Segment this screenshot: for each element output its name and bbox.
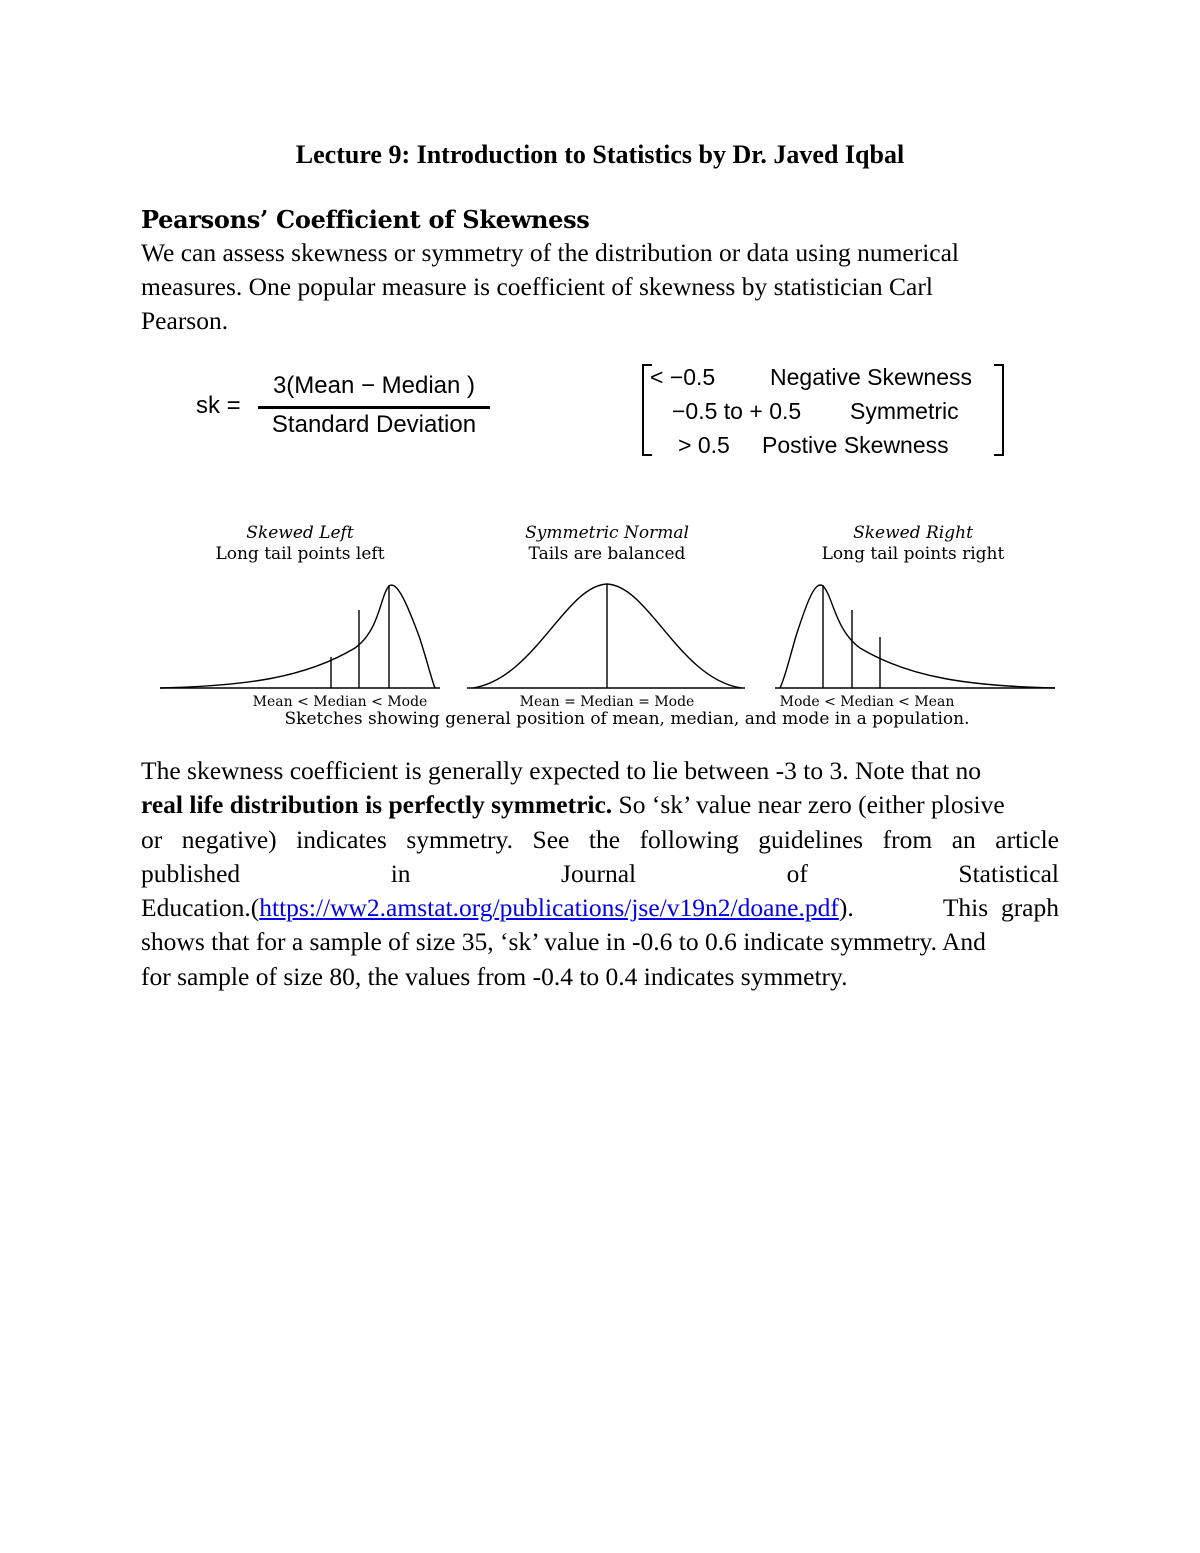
word: Journal: [561, 858, 637, 888]
paragraph-text: So ‘sk’ value near zero (either plosive: [612, 790, 1005, 820]
word: article: [995, 824, 1059, 854]
formula-lhs: sk =: [196, 392, 241, 419]
panel-title: Skewed Left: [246, 523, 354, 543]
word: symmetry.: [406, 824, 514, 854]
word: following: [639, 824, 739, 854]
paragraph-line: [141, 788, 1059, 822]
panel-title: Skewed Right: [853, 523, 973, 543]
word: indicates: [296, 824, 387, 854]
right-bracket: [994, 364, 1004, 456]
paragraph-line: for sample of size 80, the values from -0.4 to 0.4 indicates symmetry.: [141, 961, 848, 991]
word: from: [882, 824, 933, 854]
criteria-label: Negative Skewness: [770, 364, 972, 390]
word: guidelines: [758, 824, 864, 854]
panel-caption: Mean = Median = Mode: [519, 694, 695, 710]
formula-denominator: Standard Deviation: [271, 411, 477, 438]
section-heading: Pearsons’ Coefficient of Skewness: [141, 205, 590, 234]
paragraph-line: [141, 891, 1059, 925]
paragraph-text: Education.(: [141, 893, 260, 923]
paragraph-line: [141, 857, 1059, 891]
word: This: [942, 893, 989, 923]
paragraph-line: The skewness coefficient is generally expected to lie between -3 to 3. Note that no: [141, 756, 982, 785]
skewness-sketches: [155, 518, 1060, 730]
skewed-right-curve: [780, 585, 1055, 688]
criteria-label: Symmetric: [850, 398, 959, 424]
body-paragraph: [141, 754, 1059, 994]
paragraph-text: [943, 891, 1059, 925]
figure-caption: Sketches showing general position of mean, median, and mode in a population.: [284, 709, 970, 729]
criteria-label: Postive Skewness: [762, 432, 949, 458]
criteria-range: > 0.5: [678, 432, 730, 458]
criteria-range: < −0.5: [650, 364, 716, 390]
word: an: [951, 824, 976, 854]
word: the: [588, 824, 621, 854]
intro-line-3: Pearson.: [141, 306, 229, 335]
word: graph: [1000, 893, 1059, 923]
fraction-bar: [258, 406, 490, 409]
paragraph-line: shows that for a sample of size 35, ‘sk’ value in -0.6 to 0.6 indicate symmetry. And: [141, 927, 986, 957]
paragraph-text: ).: [838, 893, 854, 923]
criteria-range: −0.5 to + 0.5: [672, 398, 802, 424]
skewness-criteria: [642, 362, 1004, 458]
panel-subtitle: Tails are balanced: [528, 544, 686, 564]
panel-caption: Mean < Median < Mode: [252, 694, 428, 710]
panel-subtitle: Long tail points right: [821, 544, 1005, 564]
word: Statistical: [958, 858, 1059, 888]
panel-subtitle: Long tail points left: [215, 544, 385, 564]
emphasis-text: real life distribution is perfectly symmetric.: [141, 790, 613, 820]
word: of: [786, 858, 808, 888]
panel-caption: Mode < Median < Mean: [779, 694, 955, 710]
formula-numerator: 3(Mean − Median ): [272, 372, 476, 399]
journal-article-link[interactable]: https://ww2.amstat.org/publications/jse/v19n2/doane.pdf: [259, 893, 839, 923]
intro-line-1: We can assess skewness or symmetry of the distribution or data using numerical: [141, 238, 960, 267]
paragraph-line: [141, 823, 1059, 857]
word: or: [141, 824, 163, 854]
word: See: [532, 824, 570, 854]
skewed-left-curve: [160, 585, 435, 688]
citation: [141, 891, 854, 925]
panel-title: Symmetric Normal: [525, 523, 689, 543]
word: published: [141, 858, 241, 888]
page-title: Lecture 9: Introduction to Statistics by Dr. Javed Iqbal: [295, 140, 905, 169]
intro-line-2: measures. One popular measure is coefficient of skewness by statistician Carl: [141, 272, 933, 301]
word: in: [390, 858, 411, 888]
skewness-formula: [196, 368, 496, 448]
word: negative): [181, 824, 277, 854]
